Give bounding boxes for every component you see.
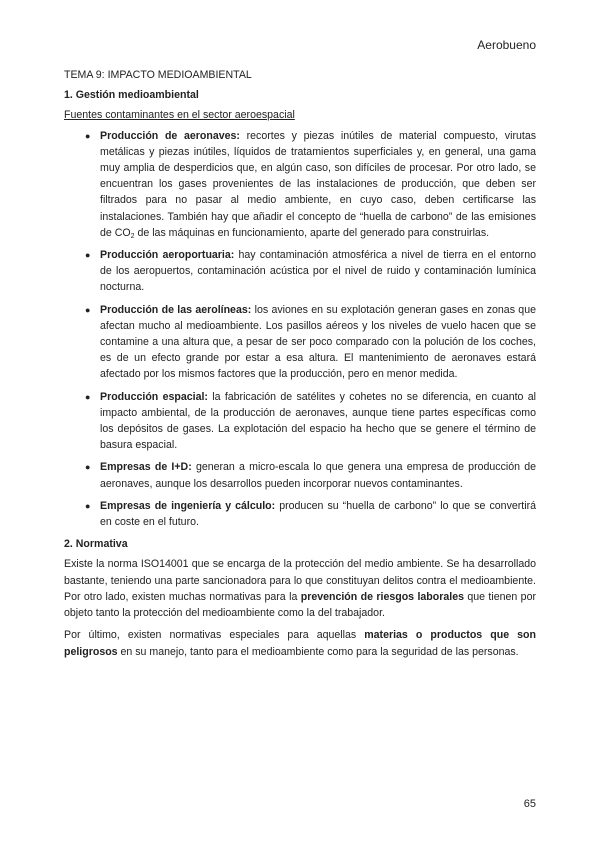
co2-subscript: 2: [130, 232, 135, 240]
paragraph-text: que tienen por objeto tanto la protección del medioambiente como la del trabajador.: [64, 590, 536, 620]
list-item-text: de las máquinas en funcionamiento, aparte del generado para construirlas.: [134, 226, 490, 239]
list-item: [100, 498, 536, 530]
list-item: [100, 389, 536, 454]
paragraph-text: en su manejo, tanto para el medioambiente como para la seguridad de las personas.: [117, 645, 519, 658]
list-item: [100, 459, 536, 491]
page-number: 65: [523, 798, 536, 810]
list-item-text: generan a micro-escala lo que genera una empresa de producción de aeronaves, aunque los desarrollos pueden incorporar nuevos contaminantes.: [100, 461, 536, 490]
section-heading-gestion: 1. Gestión medioambiental: [64, 89, 199, 102]
list-item: [100, 247, 536, 296]
list-item-text: la fabricación de satélites y cohetes no se diferencia, en cuanto al impacto ambiental, de la producción de aeronaves, aunque tiene partes específicas como los depósitos de gases. La explotación del espacio ha hecho que se genere el término de basura espacial.: [100, 390, 536, 452]
list-item-label: Producción espacial:: [100, 390, 208, 403]
page-content: [64, 67, 536, 666]
list-item-label: Producción de aeronaves:: [100, 129, 240, 142]
running-header: Aerobueno: [477, 38, 536, 52]
list-item-label: Producción aeroportuaria:: [100, 249, 235, 262]
paragraph-peligrosos: [64, 627, 536, 659]
section-heading-normativa: 2. Normativa: [64, 538, 128, 551]
paragraph-text: Por último, existen normativas especiales para aquellas: [64, 629, 365, 642]
paragraph-emphasis: materias o productos que son peligrosos: [64, 629, 536, 658]
list-item-text: producen su “huella de carbono” lo que se convertirá en coste en el futuro.: [100, 499, 536, 529]
list-item-label: Empresas de I+D:: [100, 461, 192, 474]
list-item-text: hay contaminación atmosférica a nivel de tierra en el entorno de los aeropuertos, contaminación acústica por el nivel de ruido y contaminación lumínica nocturna.: [100, 249, 536, 294]
subsection-heading-fuentes: Fuentes contaminantes en el sector aeroespacial: [64, 109, 295, 122]
pollution-sources-list: [64, 128, 536, 531]
paragraph-text: Existe la norma ISO14001 que se encarga de la protección del medio ambiente. Se ha desarrollado bastante, teniendo una parte sancionadora para lo que constituyan delitos contra el medioambiente. Por otro lado, existen muchas normativas para la: [64, 558, 536, 603]
paragraph-iso14001: [64, 556, 536, 621]
list-item-label: Producción de las aerolíneas:: [100, 303, 252, 316]
topic-title: TEMA 9: IMPACTO MEDIOAMBIENTAL: [64, 69, 252, 81]
list-item: [100, 128, 536, 241]
paragraph-emphasis: prevención de riesgos laborales: [300, 590, 464, 603]
list-item-label: Empresas de ingeniería y cálculo:: [100, 499, 276, 512]
list-item-text: recortes y piezas inútiles de material compuesto, virutas metálicas y piezas inútiles, líquidos de tratamientos superficiales y, en general, una gama muy amplia de desperdicios que, en algún caso, son difíciles de procesar. Por otro lado, se encuentran los gases provenientes de las instalaciones de producción, que deben ser filtrados para no pasar al medio ambiente, en cuyo caso, deben certificarse las instalaciones. También hay que añadir el concepto de “huella de carbono” de las emisiones de CO: [100, 129, 537, 239]
list-item: [100, 302, 536, 383]
list-item-text: los aviones en su explotación generan gases en zonas que afectan mucho al medioambiente. Los pasillos aéreos y los niveles de vuelo hacen que se contamine a una altura que, a pesar de ser poco comparado con la polución de los coches, es de un efecto grande por estar a esa altura. El mantenimiento de aeronaves estará afectado por los mismos factores que la producción, pero en menor medida.: [100, 303, 536, 381]
